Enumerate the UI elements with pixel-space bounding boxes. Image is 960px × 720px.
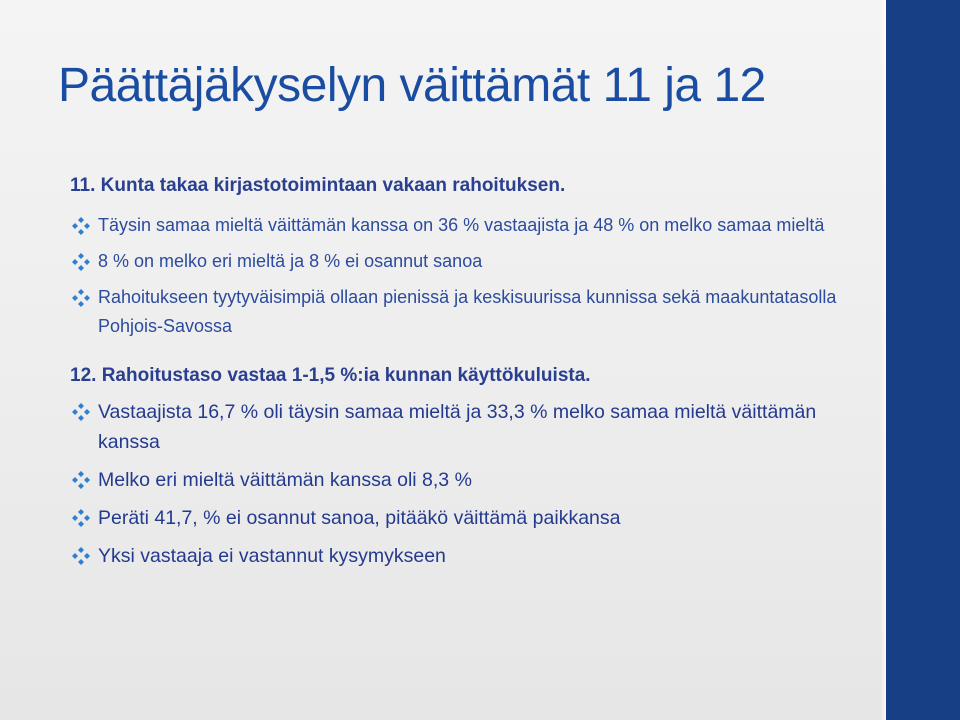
bullet-text: Melko eri mieltä väittämän kanssa oli 8,3 % [98,469,472,491]
four-diamond-bullet-icon [70,469,92,491]
bullet-text: Yksi vastaaja ei vastannut kysymykseen [98,545,446,567]
slide-content [70,173,850,579]
decorative-side-band [886,0,960,720]
four-diamond-bullet-icon [70,215,92,237]
four-diamond-bullet-icon [70,251,92,273]
bullet-text: Peräti 41,7, % ei osannut sanoa, pitääkö väittämä paikkansa [98,507,621,529]
bullet-item [70,541,850,571]
bullet-item [70,247,850,276]
bullet-text: Vastaajista 16,7 % oli täysin samaa mieltä ja 33,3 % melko samaa mieltä väittämän kanssa [98,401,817,453]
section-heading: 12. Rahoitustaso vastaa 1-1,5 %:ia kunnan käyttökuluista. [70,365,591,386]
four-diamond-bullet-icon [70,401,92,423]
section-claim-11 [70,173,850,341]
bullet-item [70,465,850,495]
bullet-item [70,283,850,341]
four-diamond-bullet-icon [70,507,92,529]
bullet-text: 8 % on melko eri mieltä ja 8 % ei osannut sanoa [98,251,483,271]
bullet-item [70,397,850,457]
four-diamond-bullet-icon [70,545,92,567]
bullet-text: Täysin samaa mieltä väittämän kanssa on 36 % vastaajista ja 48 % on melko samaa mieltä [98,215,825,235]
bullet-text: Rahoitukseen tyytyväisimpiä ollaan pienissä ja keskisuurissa kunnissa sekä maakuntatasolla Pohjois-Savossa [98,287,837,336]
bullet-item [70,211,850,240]
section-heading: 11. Kunta takaa kirjastotoimintaan vakaan rahoituksen. [70,175,566,196]
slide-title: Päättäjäkyselyn väittämät 11 ja 12 [58,59,766,112]
section-claim-12 [70,363,850,571]
four-diamond-bullet-icon [70,287,92,309]
bullet-item [70,503,850,533]
